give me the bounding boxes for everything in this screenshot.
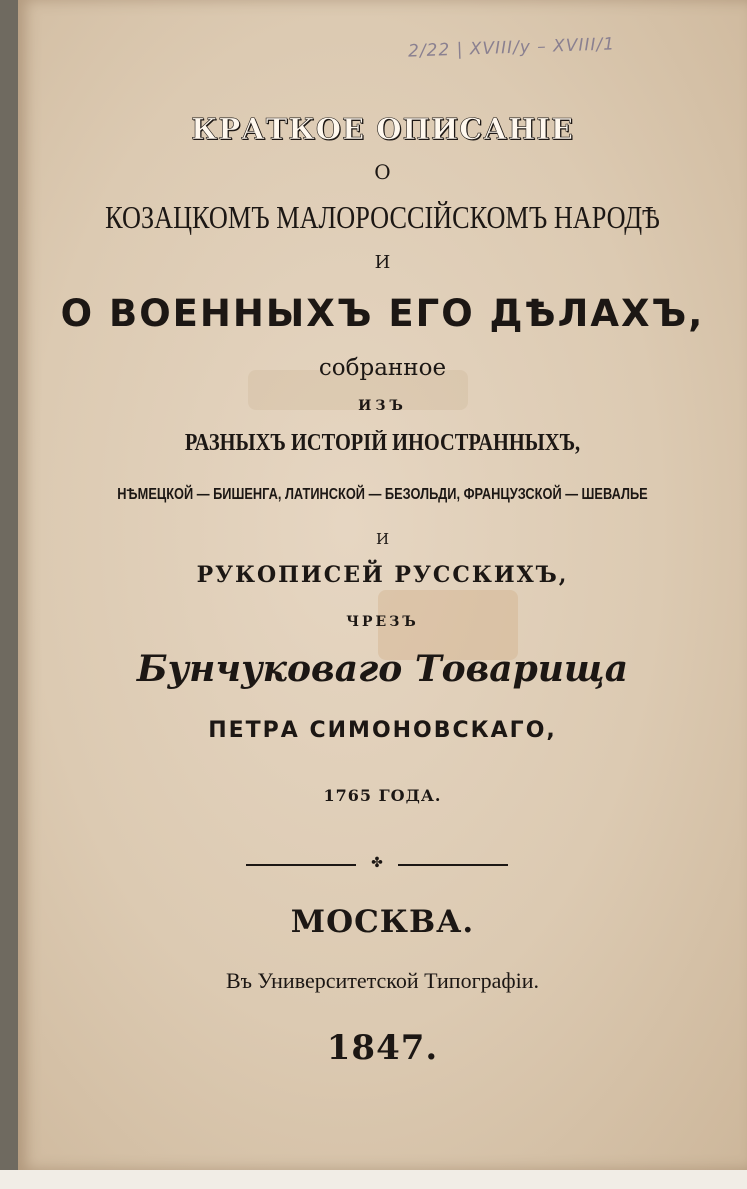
- title-line-1: КРАТКОЕ ОПИСАНІЕ: [190, 112, 575, 146]
- author-title: Бунчуковаго Товарища: [136, 648, 629, 690]
- imprint-year: 1847.: [326, 1028, 439, 1068]
- sources-text: РАЗНЫХЪ ИСТОРІЙ ИНОСТРАННЫХЪ,: [184, 430, 581, 456]
- author-name: ПЕТРА СИМОНОВСКАГО,: [208, 718, 557, 743]
- from-text: ИЗЪ: [358, 398, 407, 414]
- title-page: [18, 0, 747, 1170]
- title-line-3: КОЗАЦКОМЪ МАЛОРОССІЙСКОМЪ НАРОДѢ: [105, 199, 660, 235]
- imprint-press: Въ Университетской Типографіи.: [225, 968, 540, 993]
- imprint-city: МОСКВА.: [290, 904, 475, 940]
- divider-rule-left: [246, 864, 356, 866]
- ornamental-divider: [246, 855, 508, 872]
- title-line-2: О: [374, 160, 391, 184]
- divider-rule-right: [398, 864, 508, 866]
- collected-text: собранное: [318, 355, 447, 381]
- pencil-shelfmark-note: 2/22 | XVIII/y – XVIII/1: [407, 34, 616, 62]
- year-written: 1765 ГОДА.: [323, 786, 442, 805]
- divider-ornament-icon: ✤: [371, 855, 383, 871]
- by-text: ЧРЕЗЪ: [346, 614, 419, 630]
- title-line-4: И: [374, 252, 391, 273]
- background-surface: [0, 1170, 747, 1189]
- sources-detail-text: НѢМЕЦКОЙ — БИШЕНГА, ЛАТИНСКОЙ — БЕЗОЛЬДИ, ФРАНЦУЗСКОЙ — ШЕВАЛЬЕ: [117, 486, 648, 503]
- title-line-5: О ВОЕННЫХЪ ЕГО ДѢЛАХЪ,: [60, 292, 705, 335]
- manuscripts-text: РУКОПИСЕЙ РУССКИХЪ,: [196, 562, 569, 588]
- and-text: И: [375, 530, 390, 548]
